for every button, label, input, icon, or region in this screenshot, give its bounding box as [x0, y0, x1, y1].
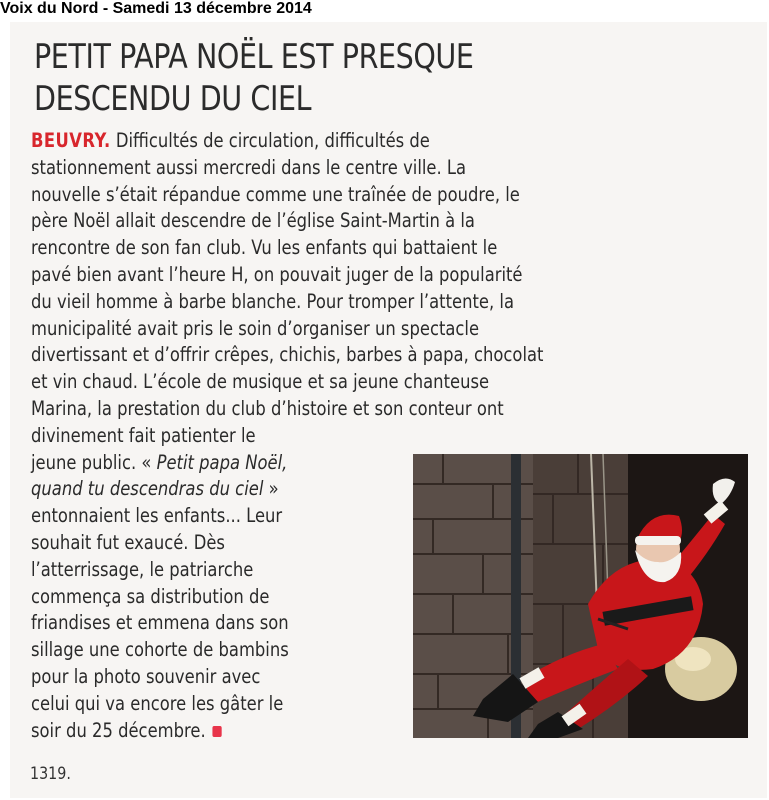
title-line-1: PETIT PAPA NOËL EST PRESQUE: [34, 37, 474, 77]
body-line: nouvelle s’était répandue comme une traînée de poudre, le: [31, 182, 520, 206]
santa-rappelling-photo: [413, 454, 748, 738]
body-line: et vin chaud. L’école de musique et sa jeune chanteuse: [31, 370, 490, 394]
body-line: entonnaient les enfants... Leur: [31, 504, 283, 528]
body-line-text: jeune public. «: [31, 450, 157, 474]
body-line: sillage une cohorte de bambins: [31, 638, 289, 662]
article-title: [34, 36, 572, 120]
end-of-article-mark: [212, 726, 221, 737]
title-line-2: DESCENDU DU CIEL: [34, 79, 312, 119]
body-line: pour la photo souvenir avec: [31, 664, 261, 688]
body-line: commença sa distribution de: [31, 584, 270, 608]
body-line: rencontre de son fan club. Vu les enfants qui battaient le: [31, 236, 498, 260]
body-line: stationnement aussi mercredi dans le centre ville. La: [31, 155, 467, 179]
newspaper-header: Voix du Nord - Samedi 13 décembre 2014: [0, 0, 312, 17]
body-line: celui qui va encore les gâter le: [31, 691, 284, 715]
body-line: du vieil homme à barbe blanche. Pour tromper l’attente, la: [31, 289, 514, 313]
body-line: souhait fut exaucé. Dès: [31, 530, 225, 554]
body-line: l’atterrissage, le patriarche: [31, 557, 254, 581]
santa-photo-illustration: [413, 454, 748, 738]
body-line: friandises et emmena dans son: [31, 611, 289, 635]
body-line: pavé bien avant l’heure H, on pouvait juger de la popularité: [31, 262, 523, 286]
page-folio: 1319.: [30, 764, 71, 784]
body-line: père Noël allait descendre de l’église Saint-Martin à la: [31, 209, 475, 233]
press-clipping: [10, 22, 767, 798]
body-line-text: Difficultés de circulation, difficultés de: [110, 129, 430, 152]
body-line: [31, 128, 653, 155]
song-title: Petit papa Noël,: [156, 450, 288, 474]
body-line: Marina, la prestation du club d’histoire et son conteur ont: [31, 396, 504, 420]
song-title-cont: quand tu descendras du ciel: [31, 477, 264, 501]
body-line: municipalité avait pris le soin d’organiser un spectacle: [31, 316, 480, 340]
city-name: BEUVRY.: [31, 129, 111, 152]
body-line: divinement fait patienter le: [31, 423, 256, 447]
quote-close: »: [263, 477, 279, 501]
body-line-text: soir du 25 décembre.: [31, 718, 206, 742]
body-line: divertissant et d’offrir crêpes, chichis, barbes à papa, chocolat: [31, 343, 544, 367]
